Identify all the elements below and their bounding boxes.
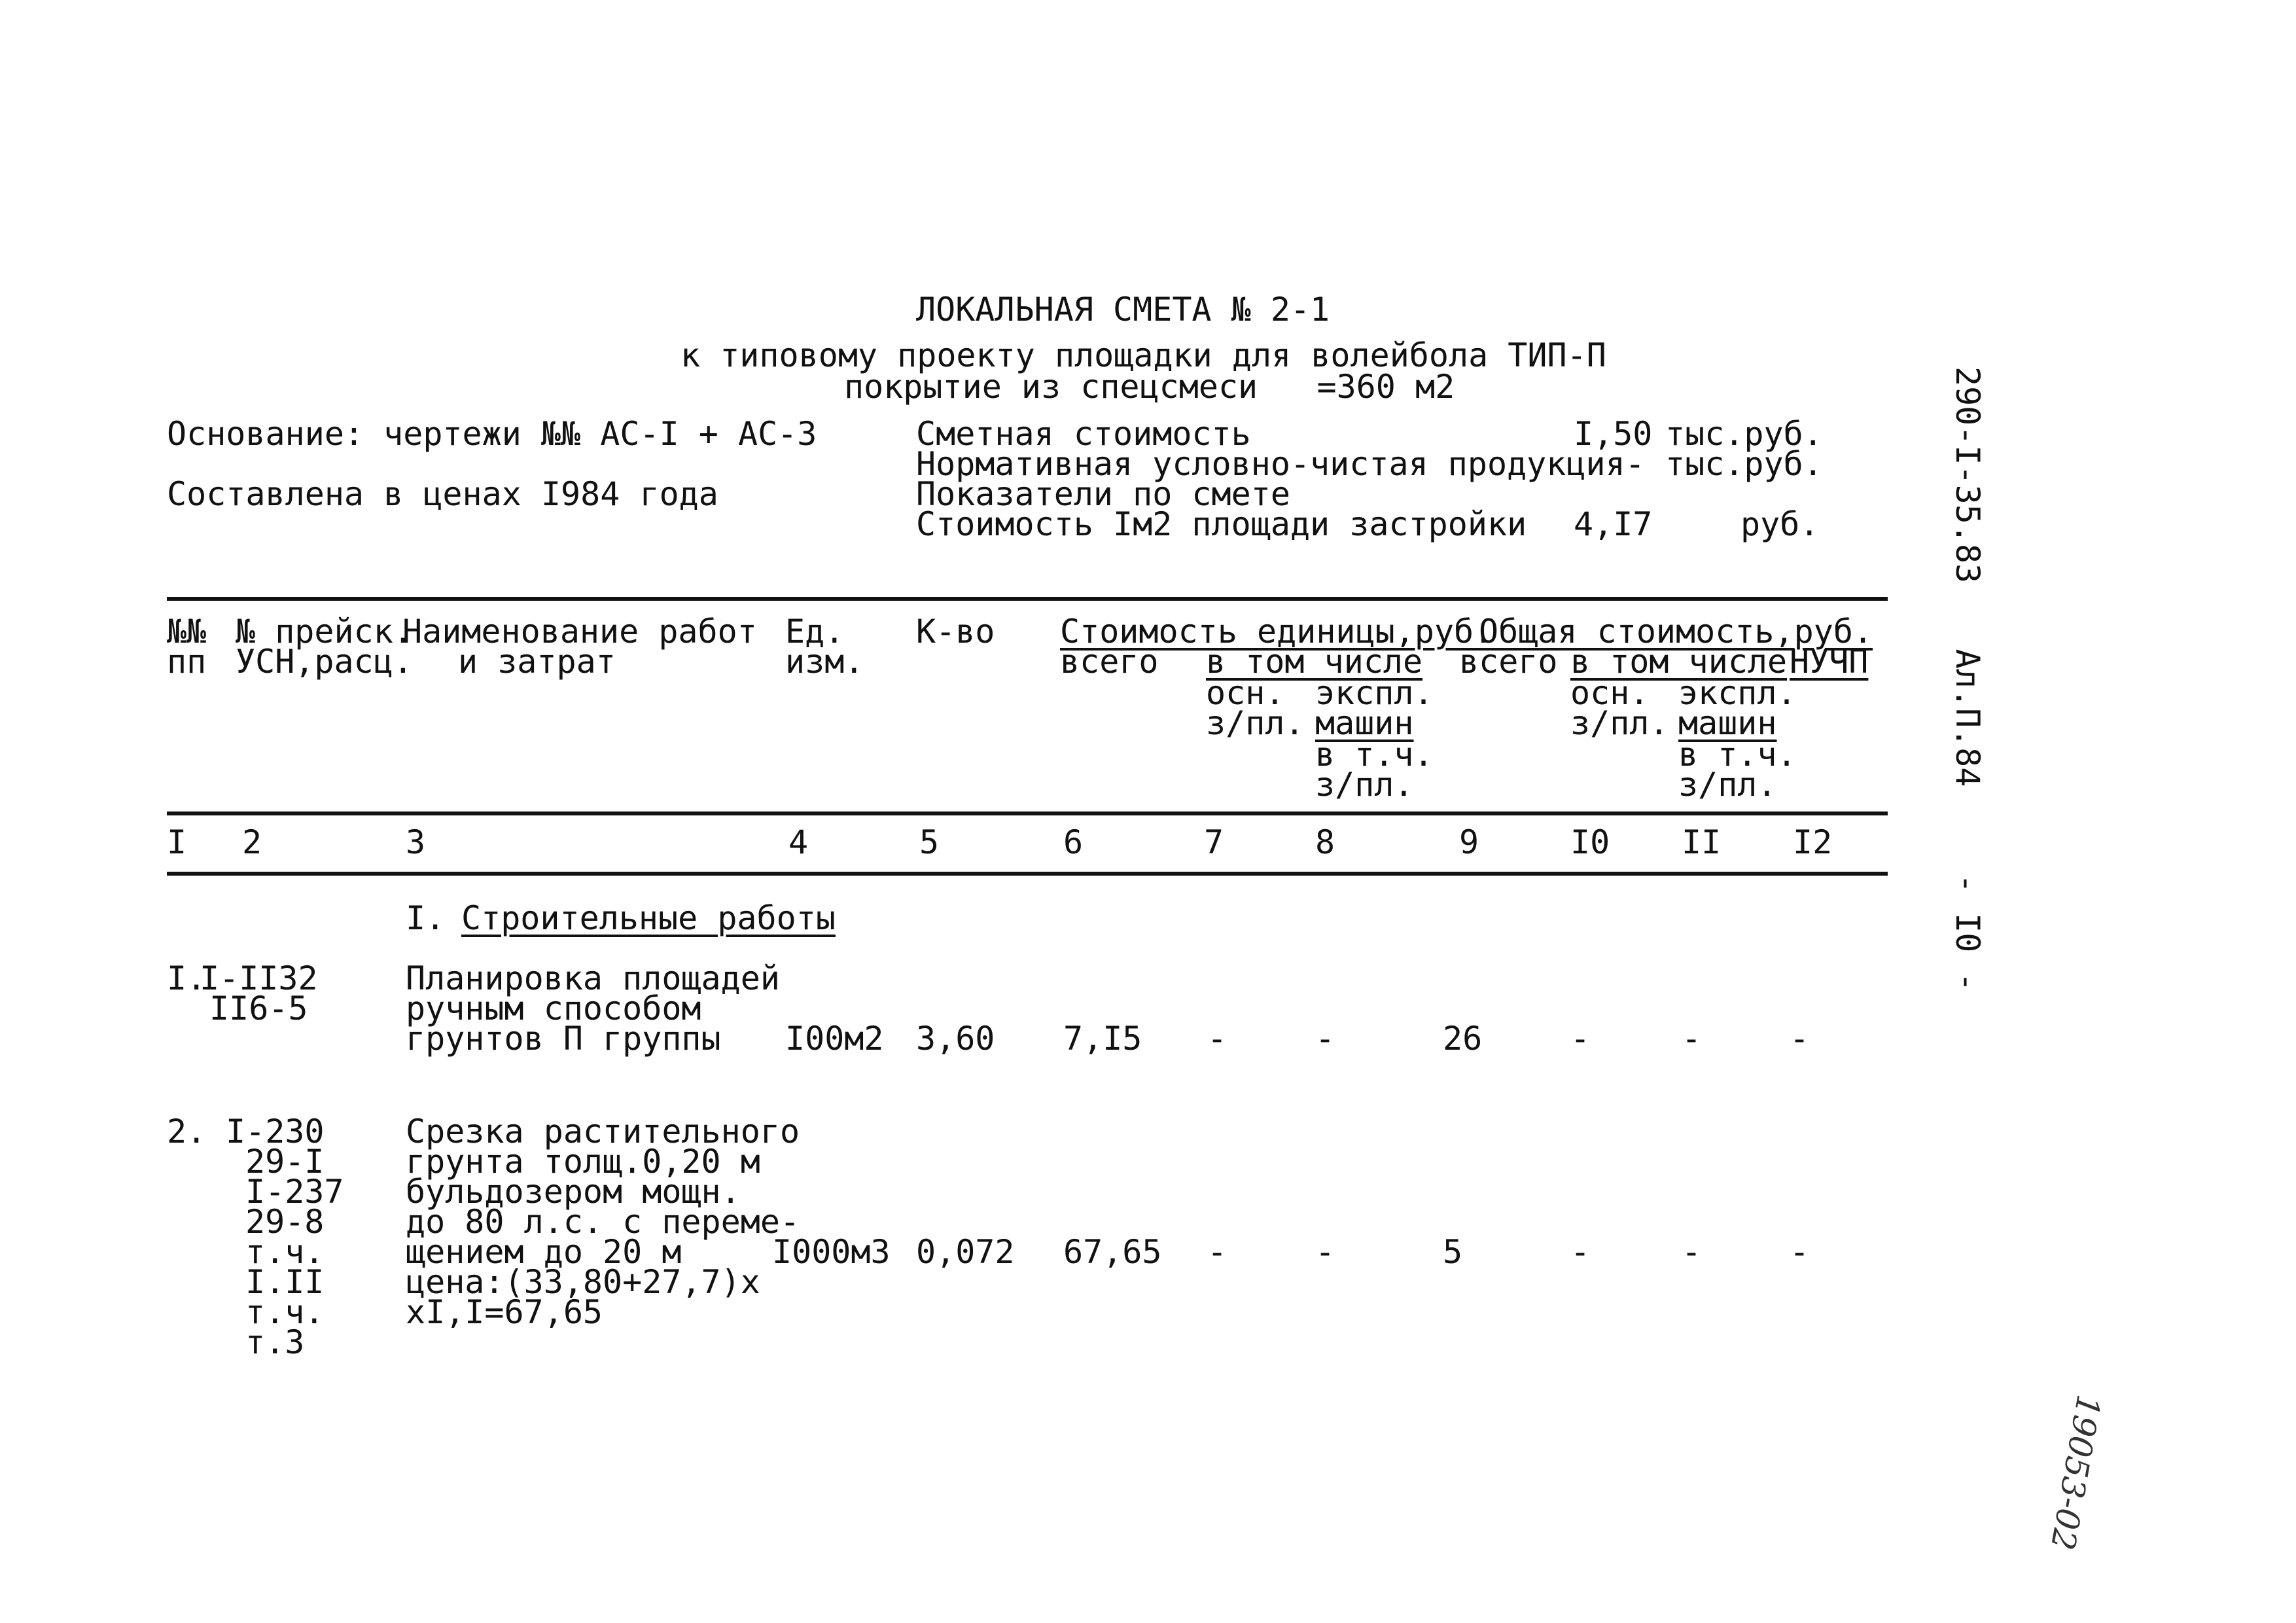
document-subtitle-project: к типовому проекту площадки для волейбола ТИП-П	[680, 336, 1606, 374]
column-header-unit: Ед.	[785, 613, 845, 651]
summary-unit-cost-unit: руб.	[1740, 505, 1820, 543]
row-name-line: грунтов П группы	[406, 1020, 721, 1058]
column-header-work-name: Наименование работ	[402, 613, 757, 651]
column-number: II	[1682, 823, 1722, 861]
page-number: - I0 -	[1949, 874, 1987, 992]
row-total: 26	[1443, 1020, 1483, 1058]
column-number: 6	[1063, 823, 1084, 861]
row-name-line: ручным способом	[406, 990, 701, 1027]
column-number: 2	[242, 823, 262, 861]
row-nuchp: -	[1790, 1233, 1810, 1271]
document-subtitle-coating: покрытие из спецсмеси =360 м2	[844, 368, 1455, 406]
column-header-unit-wages-sub: з/пл.	[1206, 704, 1305, 742]
row-code-line: т.ч.	[245, 1293, 325, 1331]
row-name-line: до 80 л.с. с переме-	[406, 1203, 800, 1241]
section-title: Строительные работы	[461, 899, 836, 937]
summary-indicators-label: Показатели по смете	[916, 475, 1290, 513]
column-header-total-cost: Общая стоимость,руб.	[1479, 613, 1873, 651]
column-number: I2	[1793, 823, 1833, 861]
column-header-total-wages-sub: з/пл.	[1570, 704, 1669, 742]
basis-price-year: Составлена в ценах I984 года	[167, 475, 718, 513]
basis-drawings: Основание: чертежи №№ АС-I + АС-3	[167, 415, 817, 453]
row-code-line: I-230	[226, 1113, 325, 1150]
row-unit-total: 67,65	[1063, 1233, 1162, 1271]
row-unit-total: 7,I5	[1063, 1020, 1142, 1058]
column-header-unit-including: в том числе	[1206, 643, 1423, 681]
archive-stamp: 19053-02	[2043, 1391, 2108, 1553]
column-header-unit-machine-wages-sub: з/пл.	[1315, 766, 1414, 804]
column-header-total-machines: экспл.	[1678, 674, 1797, 712]
summary-unit-cost-label: Стоимость Iм2 площади застройки	[916, 505, 1527, 543]
row-number: I.	[167, 959, 207, 997]
summary-cost-unit: тыс.руб.	[1665, 415, 1823, 453]
column-header-price-code-sub: УСН,расц.	[236, 643, 413, 681]
row-unit-wages: -	[1207, 1233, 1227, 1271]
row-total-machines: -	[1682, 1233, 1702, 1271]
row-total: 5	[1443, 1233, 1463, 1271]
column-header-quantity: К-во	[916, 613, 995, 651]
summary-unit-cost-value: 4,I7	[1574, 505, 1653, 543]
column-header-total-wages: осн.	[1570, 674, 1650, 712]
summary-norm-label: Нормативная условно-чистая продукция-	[916, 445, 1645, 483]
row-unit-machines: -	[1315, 1233, 1335, 1271]
column-header-unit-wages: осн.	[1206, 674, 1285, 712]
row-code-line: I.II	[245, 1263, 325, 1301]
column-number: 8	[1315, 823, 1335, 861]
column-number: 4	[788, 823, 809, 861]
table-column-numbers-rule	[167, 872, 1888, 876]
column-header-total-including: в том числе	[1570, 643, 1788, 681]
row-total-machines: -	[1682, 1020, 1702, 1058]
row-code-line: I-237	[245, 1173, 344, 1211]
row-number: 2.	[167, 1113, 207, 1150]
section-number: I.	[406, 899, 446, 937]
column-header-total-machine-wages: в т.ч.	[1678, 736, 1797, 774]
column-header-number: №№	[167, 613, 207, 651]
column-header-total-machine-wages-sub: з/пл.	[1678, 766, 1777, 804]
document-code: 290-I-35.83	[1949, 366, 1987, 584]
column-header-unit-all: всего	[1060, 643, 1159, 681]
row-name-line: грунта толщ.0,20 м	[406, 1143, 760, 1181]
row-code-line: II6-5	[209, 990, 308, 1027]
column-header-number-sub: пп	[167, 643, 207, 681]
column-header-unit-machines: экспл.	[1315, 674, 1434, 712]
row-code-line: 29-8	[245, 1203, 325, 1241]
summary-norm-unit: тыс.руб.	[1665, 445, 1823, 483]
summary-cost-label: Сметная стоимость	[916, 415, 1251, 453]
summary-cost-value: I,50	[1574, 415, 1653, 453]
column-header-total-machines-sub: машин	[1678, 704, 1777, 742]
row-code-line: I-II32	[200, 959, 318, 997]
column-header-nuchp: НУЧП	[1790, 643, 1869, 681]
row-nuchp: -	[1790, 1020, 1810, 1058]
row-name-line: бульдозером мощн.	[406, 1173, 741, 1211]
row-name-line: Планировка площадей	[406, 959, 780, 997]
column-number: I	[167, 823, 187, 861]
document-title: ЛОКАЛЬНАЯ СМЕТА № 2-1	[916, 291, 1330, 329]
row-code-line: т.3	[245, 1323, 305, 1361]
column-header-unit-machines-sub: машин	[1315, 704, 1414, 742]
row-name-line: цена:(33,80+27,7)х	[406, 1263, 760, 1301]
row-code-line: т.ч.	[245, 1233, 325, 1271]
row-quantity: 3,60	[916, 1020, 995, 1058]
table-header-rule	[167, 812, 1888, 815]
row-name-line: хI,I=67,65	[406, 1293, 603, 1331]
row-total-wages: -	[1570, 1020, 1591, 1058]
row-total-wages: -	[1570, 1233, 1591, 1271]
column-header-total-all: всего	[1459, 643, 1558, 681]
row-unit: I00м2	[785, 1020, 884, 1058]
column-number: 3	[406, 823, 426, 861]
sheet-reference: Ал.П.84	[1949, 649, 1987, 787]
column-header-unit-cost: Стоимость единицы,руб.	[1060, 613, 1494, 651]
row-name-line: щением до 20 м	[406, 1233, 682, 1271]
column-number: 5	[919, 823, 940, 861]
row-unit: I000м3	[772, 1233, 891, 1271]
column-header-work-name-sub: и затрат	[458, 643, 616, 681]
column-number: 9	[1459, 823, 1479, 861]
column-number: I0	[1570, 823, 1610, 861]
row-unit-wages: -	[1207, 1020, 1227, 1058]
column-header-price-code: № прейск.	[236, 613, 413, 651]
row-quantity: 0,072	[916, 1233, 1015, 1271]
row-name-line: Срезка растительного	[406, 1113, 800, 1150]
row-code-line: 29-I	[245, 1143, 325, 1181]
table-top-rule	[167, 597, 1888, 601]
row-unit-machines: -	[1315, 1020, 1335, 1058]
column-number: 7	[1204, 823, 1224, 861]
column-header-unit-sub: изм.	[785, 643, 864, 681]
column-header-unit-machine-wages: в т.ч.	[1315, 736, 1434, 774]
